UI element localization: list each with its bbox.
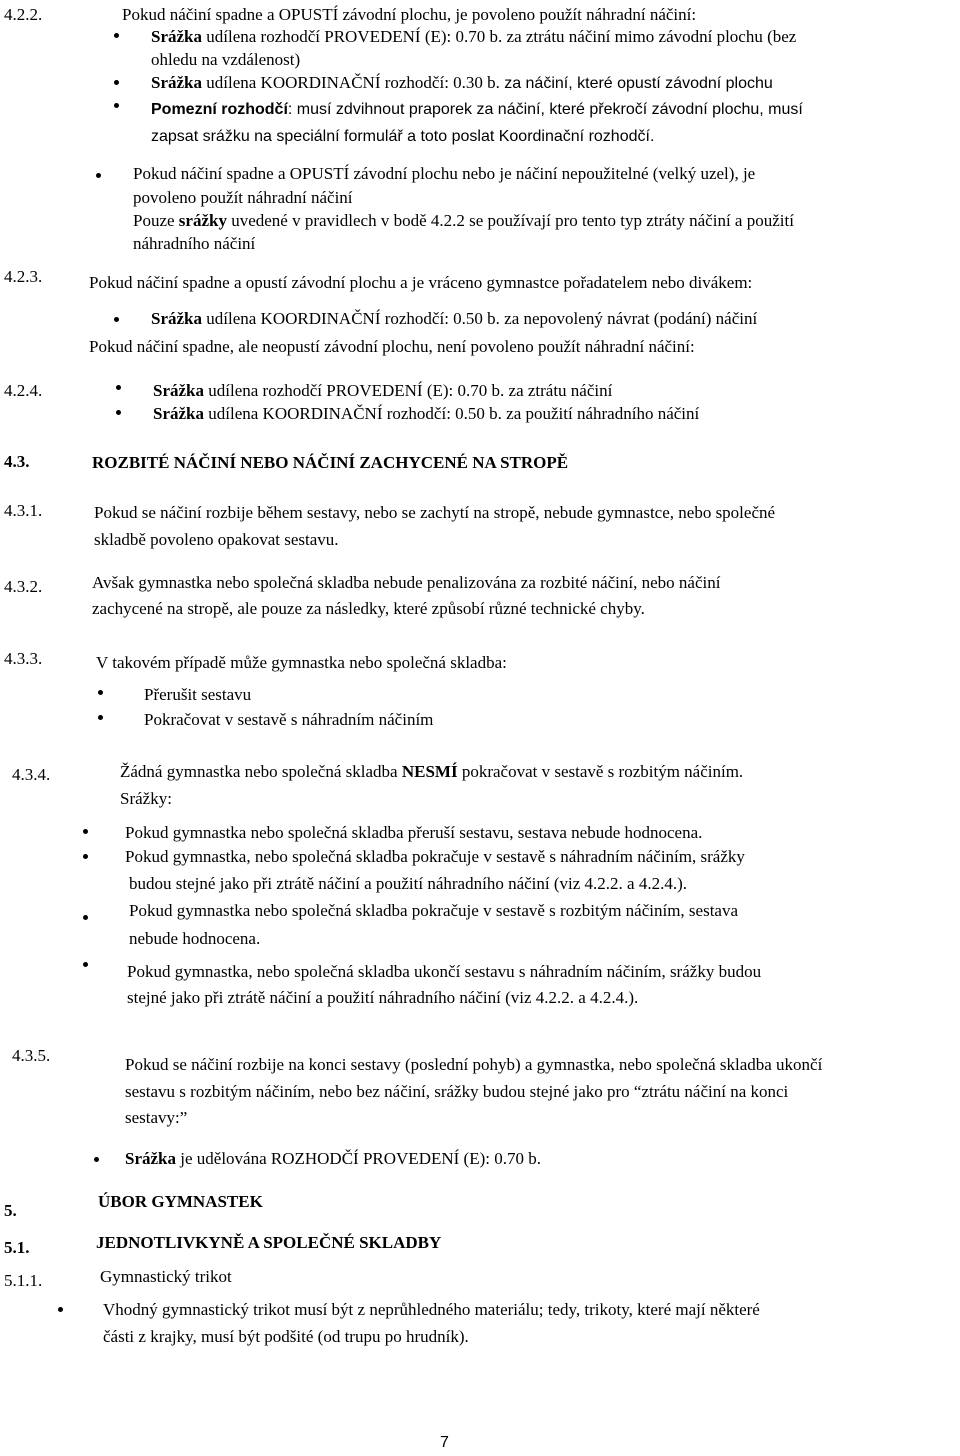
section-number: 4.3.4. (12, 765, 51, 784)
section-number: 5.1.1. (4, 1271, 43, 1290)
section-number: 4.3.5. (12, 1046, 51, 1065)
paragraph-text: Pokud se náčiní rozbije na konci sestavy (poslední pohyb) a gymnastka, nebo společná skladba ukončí (125, 1055, 823, 1074)
bullet-text: Srážka udílena rozhodčí PROVEDENÍ (E): 0.70 b. za ztrátu náčiní (153, 381, 613, 400)
paragraph-text: zachycené na stropě, ale pouze za následky, které způsobí různé technické chyby. (92, 599, 645, 618)
section-number: 4.2.3. (4, 267, 43, 286)
section-number: 4.3.3. (4, 649, 43, 668)
bullet-icon (83, 915, 88, 920)
paragraph-text: Pokud náčiní spadne a OPUSTÍ závodní plochu, je povoleno použít náhradní náčiní: (122, 5, 697, 24)
bullet-text: zapsat srážku na speciální formulář a toto poslat Koordinační rozhodčí. (151, 128, 655, 145)
bullet-text: Přerušit sestavu (144, 685, 252, 704)
bullet-text: náhradního náčiní (133, 234, 256, 253)
bullet-icon (114, 80, 119, 85)
section-number: 5. (4, 1201, 17, 1220)
bullet-icon (114, 33, 119, 38)
bullet-text: povoleno použít náhradní náčiní (133, 188, 353, 207)
bullet-text: Pokud gymnastka nebo společná skladba přeruší sestavu, sestava nebude hodnocena. (125, 823, 703, 842)
bullet-text: Srážka udílena KOORDINAČNÍ rozhodčí: 0.30 b. za náčiní, které opustí závodní plochu (151, 73, 773, 92)
paragraph-text: Pokud náčiní spadne a opustí závodní plochu a je vráceno gymnastce pořadatelem nebo divákem: (89, 273, 753, 292)
section-number: 4.3.2. (4, 577, 43, 596)
section-number: 4.3. (4, 452, 30, 471)
bullet-text: budou stejné jako při ztrátě náčiní a použití náhradního náčiní (viz 4.2.2. a 4.2.4.). (129, 874, 687, 893)
section-heading: ÚBOR GYMNASTEK (98, 1192, 263, 1211)
bullet-icon (83, 854, 88, 859)
bullet-icon (96, 173, 101, 178)
bullet-text: Pokud gymnastka, nebo společná skladba ukončí sestavu s náhradním náčiním, srážky budou (127, 962, 762, 981)
section-number: 4.3.1. (4, 501, 43, 520)
bullet-text: Pokud gymnastka, nebo společná skladba pokračuje v sestavě s náhradním náčiním, srážky (125, 847, 745, 866)
bullet-icon (98, 690, 103, 695)
paragraph-text: Pokud se náčiní rozbije během sestavy, nebo se zachytí na stropě, nebude gymnastce, nebo společné (94, 503, 776, 522)
bullet-icon (114, 103, 119, 108)
bullet-text: nebude hodnocena. (129, 929, 261, 948)
paragraph-text: Srážky: (120, 789, 172, 808)
bullet-icon (83, 962, 88, 967)
section-number: 4.2.4. (4, 381, 43, 400)
section-heading: JEDNOTLIVKYNĚ A SPOLEČNÉ SKLADBY (96, 1233, 442, 1252)
bullet-icon (114, 317, 119, 322)
bullet-text: Pokud náčiní spadne a OPUSTÍ závodní plochu nebo je náčiní nepoužitelné (velký uzel), je (133, 164, 756, 183)
bullet-text: Vhodný gymnastický trikot musí být z neprůhledného materiálu; tedy, trikoty, které mají některé (103, 1300, 760, 1319)
bullet-icon (116, 385, 121, 390)
section-number: 4.2.2. (4, 5, 43, 24)
bullet-text: Pomezní rozhodčí: musí zdvihnout praporek za náčiní, které překročí závodní plochu, musí (151, 101, 803, 118)
bullet-icon (58, 1307, 63, 1312)
bullet-text: Srážka udílena KOORDINAČNÍ rozhodčí: 0.50 b. za použití náhradního náčiní (153, 404, 700, 423)
subsection-heading: Gymnastický trikot (100, 1267, 232, 1286)
bullet-text: Srážka udílena KOORDINAČNÍ rozhodčí: 0.50 b. za nepovolený návrat (podání) náčiní (151, 309, 758, 328)
bullet-text: stejné jako při ztrátě náčiní a použití náhradního náčiní (viz 4.2.2. a 4.2.4.). (127, 988, 639, 1007)
bullet-text: Pokračovat v sestavě s náhradním náčiním (144, 710, 434, 729)
paragraph-text: Žádná gymnastka nebo společná skladba NESMÍ pokračovat v sestavě s rozbitým náčiním. (120, 762, 744, 781)
paragraph-text: V takovém případě může gymnastka nebo společná skladba: (96, 653, 507, 672)
bullet-text: Srážka je udělována ROZHODČÍ PROVEDENÍ (E): 0.70 b. (125, 1149, 541, 1168)
bullet-icon (94, 1157, 99, 1162)
paragraph-text: Pokud náčiní spadne, ale neopustí závodní plochu, není povoleno použít náhradní náčiní: (89, 337, 695, 356)
bullet-text: ohledu na vzdálenost) (151, 50, 301, 69)
bullet-icon (83, 829, 88, 834)
bullet-text: Pouze srážky uvedené v pravidlech v bodě 4.2.2 se používají pro tento typ ztráty náčiní a použití (133, 211, 794, 230)
section-number: 5.1. (4, 1238, 30, 1257)
bullet-icon (116, 410, 121, 415)
bullet-text: Pokud gymnastka nebo společná skladba pokračuje v sestavě s rozbitým náčiním, sestava (129, 901, 739, 920)
bullet-text: Srážka udílena rozhodčí PROVEDENÍ (E): 0.70 b. za ztrátu náčiní mimo závodní plochu (bez (151, 27, 797, 46)
section-heading: ROZBITÉ NÁČINÍ NEBO NÁČINÍ ZACHYCENÉ NA STROPĚ (92, 453, 569, 472)
paragraph-text: sestavy:” (125, 1108, 188, 1127)
paragraph-text: skladbě povoleno opakovat sestavu. (94, 530, 339, 549)
paragraph-text: sestavu s rozbitým náčiním, nebo bez náčiní, srážky budou stejné jako pro “ztrátu náčiní na konci (125, 1082, 789, 1101)
page-number: 7 (440, 1434, 449, 1451)
bullet-text: části z krajky, musí být podšité (od trupu po hrudník). (103, 1327, 469, 1346)
bullet-icon (98, 715, 103, 720)
paragraph-text: Avšak gymnastka nebo společná skladba nebude penalizována za rozbité náčiní, nebo náčiní (92, 573, 721, 592)
